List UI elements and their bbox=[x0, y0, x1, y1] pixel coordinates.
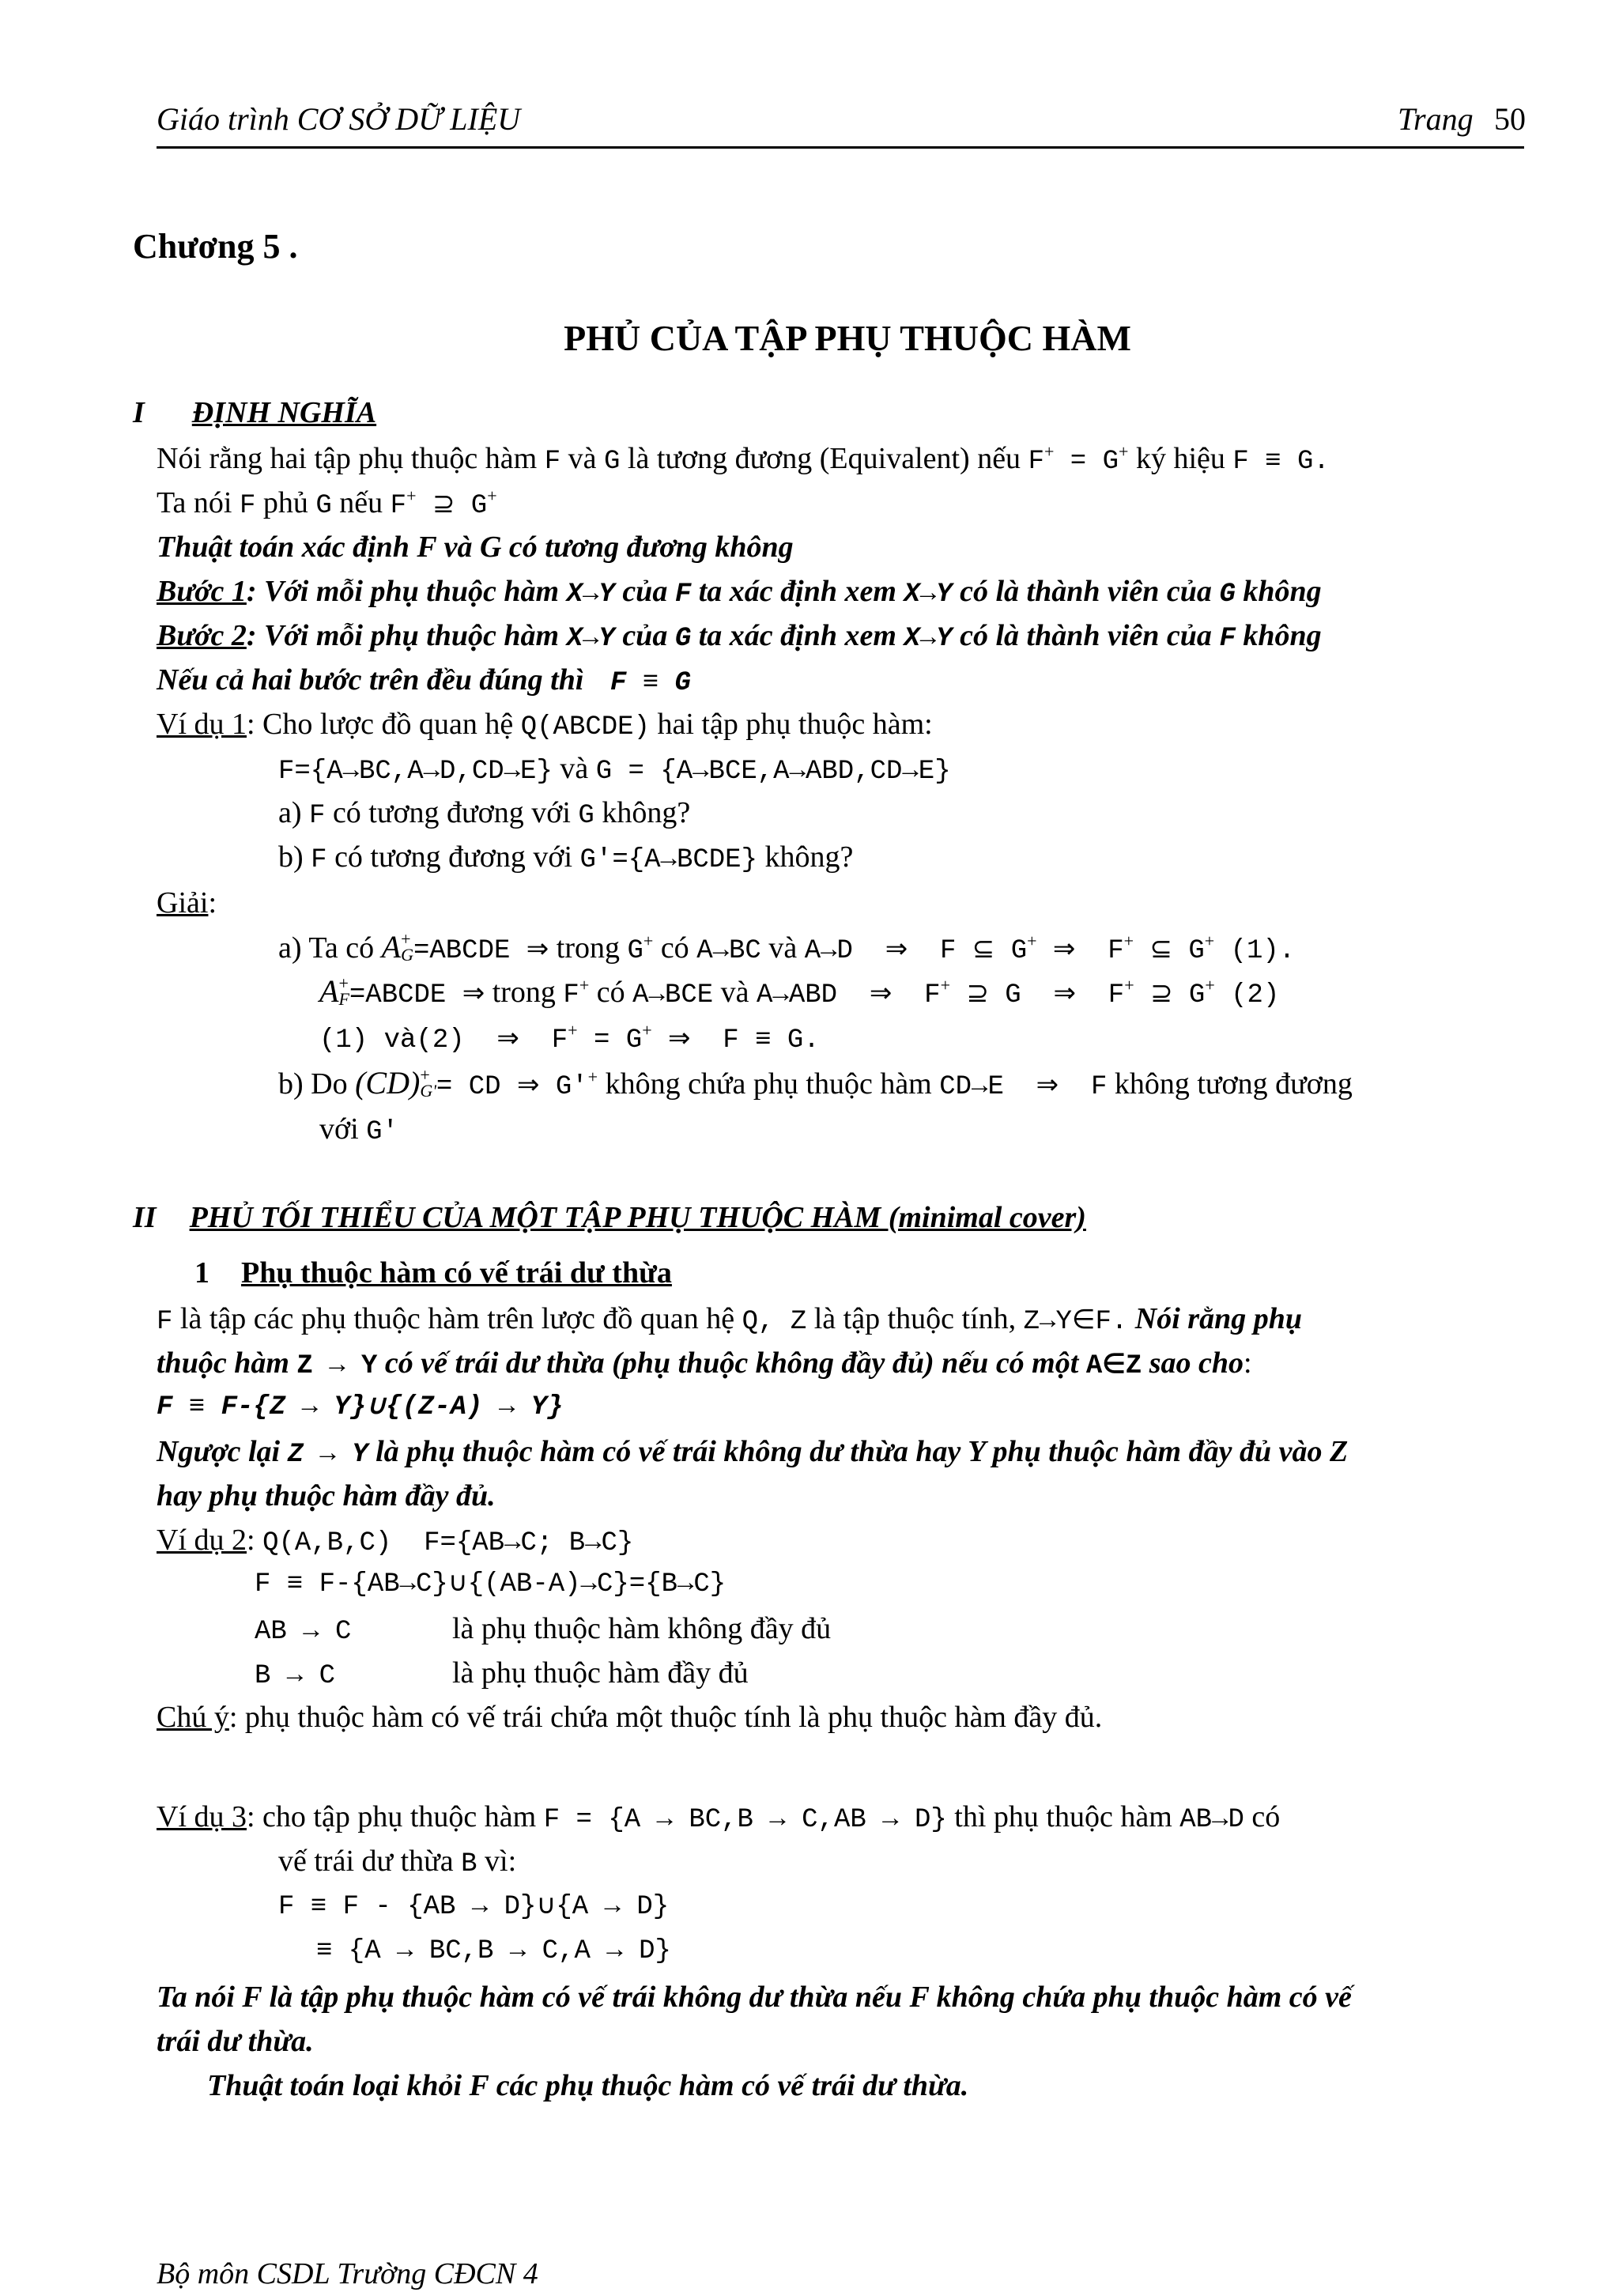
header-rule bbox=[157, 146, 1524, 149]
note: Chú ý: phụ thuộc hàm có vế trái chứa một thuộc tính là phụ thuộc hàm đầy đủ. bbox=[157, 1701, 1103, 1734]
section-2-number: II bbox=[133, 1201, 157, 1234]
section-1-number: I bbox=[133, 396, 145, 429]
example-2-line-3: B → C là phụ thuộc hàm đầy đủ bbox=[255, 1656, 749, 1691]
header-trang: Trang bbox=[1398, 101, 1474, 137]
example-1-question-a: a) F có tương đương với G không? bbox=[278, 796, 691, 831]
definition-line-1: Nói rằng hai tập phụ thuộc hàm F và G là tương đương (Equivalent) nếu F+ = G+ ký hiệu F ≡ G. bbox=[157, 441, 1330, 477]
closing-algorithm-title: Thuật toán loại khỏi F các phụ thuộc hàm có vế trái dư thừa. bbox=[207, 2069, 969, 2102]
closing-line-2: trái dư thừa. bbox=[157, 2025, 314, 2058]
solution-b-line-2: với G′ bbox=[319, 1112, 398, 1147]
section-1-title: ĐỊNH NGHĨA bbox=[191, 396, 377, 429]
redundancy-formula: F ≡ F-{Z → Y}∪{(Z-A) → Y} bbox=[157, 1392, 564, 1422]
solution-a-line-1: a) Ta có A + G =ABCDE ⇒ trong G+ có A→BC và A→D ⇒ F ⊆ G+ ⇒ F+ ⊆ G+ (1). bbox=[278, 929, 1296, 966]
closing-line-1: Ta nói F là tập phụ thuộc hàm có vế trái không dư thừa nếu F không chứa phụ thuộc hàm có vế bbox=[157, 1981, 1352, 2014]
example-1-question-b: b) F có tương đương với G′={A→BCDE} không? bbox=[278, 840, 854, 875]
example-3-line-2: vế trái dư thừa B vì: bbox=[278, 1845, 517, 1879]
example-2-line-2: AB → C là phụ thuộc hàm không đầy đủ bbox=[255, 1612, 832, 1647]
solution-a-line-3: (1) và(2) ⇒ F+ = G+ ⇒ F ≡ G. bbox=[319, 1020, 820, 1055]
section-2-heading bbox=[133, 1195, 1086, 1240]
example-3: Ví dụ 3: cho tập phụ thuộc hàm F = {A → BC,B → C,AB → D} thì phụ thuộc hàm AB→D có bbox=[157, 1800, 1281, 1835]
definition-line-2: Ta nói F phủ G nếu F+ ⊇ G+ bbox=[157, 485, 497, 521]
sec2-paragraph-line-2: thuộc hàm Z → Y có vế trái dư thừa (phụ thuộc không đầy đủ) nếu có một A∈Z sao cho: bbox=[157, 1346, 1252, 1381]
footer: Bộ môn CSDL Trường CĐCN 4 bbox=[157, 2257, 538, 2290]
example-2: Ví dụ 2: Q(A,B,C) F={AB→C; B→C} bbox=[157, 1524, 634, 1558]
step-2: Bước 2: Với mỗi phụ thuộc hàm X→Y của G ta xác định xem X→Y có là thành viên của F không bbox=[157, 619, 1322, 654]
step-1: Bước 1: Với mỗi phụ thuộc hàm X→Y của F ta xác định xem X→Y có là thành viên của G không bbox=[157, 575, 1322, 610]
chapter-heading: Chương 5 . bbox=[133, 227, 298, 266]
algorithm-title: Thuật toán xác định F và G có tương đương không bbox=[157, 531, 794, 564]
example-3-line-3: F ≡ F - {AB → D}∪{A → D} bbox=[278, 1892, 670, 1922]
subsection-1-heading: 1 Phụ thuộc hàm có vế trái dư thừa bbox=[194, 1256, 672, 1290]
solution-label: Giải: bbox=[157, 886, 217, 920]
example-2-line-1: F ≡ F-{AB→C}∪{(AB-A)→C}={B→C} bbox=[255, 1569, 726, 1599]
section-2-title: PHỦ TỐI THIỂU CỦA MỘT TẬP PHỤ THUỘC HÀM (minimal cover) bbox=[189, 1201, 1086, 1234]
example-3-line-4: ≡ {A → BC,B → C,A → D} bbox=[316, 1936, 671, 1966]
solution-a-line-2: A + F =ABCDE ⇒ trong F+ có A→BCE và A→ABD ⇒ F+ ⊇ G ⇒ F+ ⊇ G+ (2) bbox=[319, 973, 1280, 1010]
example-1: Ví dụ 1: Cho lược đồ quan hệ Q(ABCDE) hai tập phụ thuộc hàm: bbox=[157, 708, 933, 742]
solution-b-line-1: b) Do (CD) + G' = CD ⇒ G′+ không chứa phụ thuộc hàm CD→E ⇒ F không tương đương bbox=[278, 1065, 1353, 1102]
page-title: PHỦ CỦA TẬP PHỤ THUỘC HÀM bbox=[564, 318, 1131, 358]
section-1-heading bbox=[133, 391, 376, 435]
conclusion: Nếu cả hai bước trên đều đúng thì F ≡ G bbox=[157, 663, 691, 698]
sec2-paragraph-line-3: Ngược lại Z → Y là phụ thuộc hàm có vế trái không dư thừa hay Y phụ thuộc hàm đầy đủ vào Z bbox=[157, 1435, 1349, 1470]
header-title: Giáo trình CƠ SỞ DỮ LIỆU bbox=[157, 101, 521, 137]
sec2-paragraph-line-4: hay phụ thuộc hàm đầy đủ. bbox=[157, 1479, 496, 1512]
example-1-sets: F={A→BC,A→D,CD→E} và G = {A→BCE,A→ABD,CD→E} bbox=[278, 752, 951, 787]
header-page-number: 50 bbox=[1494, 101, 1526, 137]
header-page-label bbox=[1398, 97, 1474, 142]
sec2-paragraph-line-1: F là tập các phụ thuộc hàm trên lược đồ quan hệ Q, Z là tập thuộc tính, Z→Y∈F. Nói rằng phụ bbox=[157, 1302, 1302, 1337]
